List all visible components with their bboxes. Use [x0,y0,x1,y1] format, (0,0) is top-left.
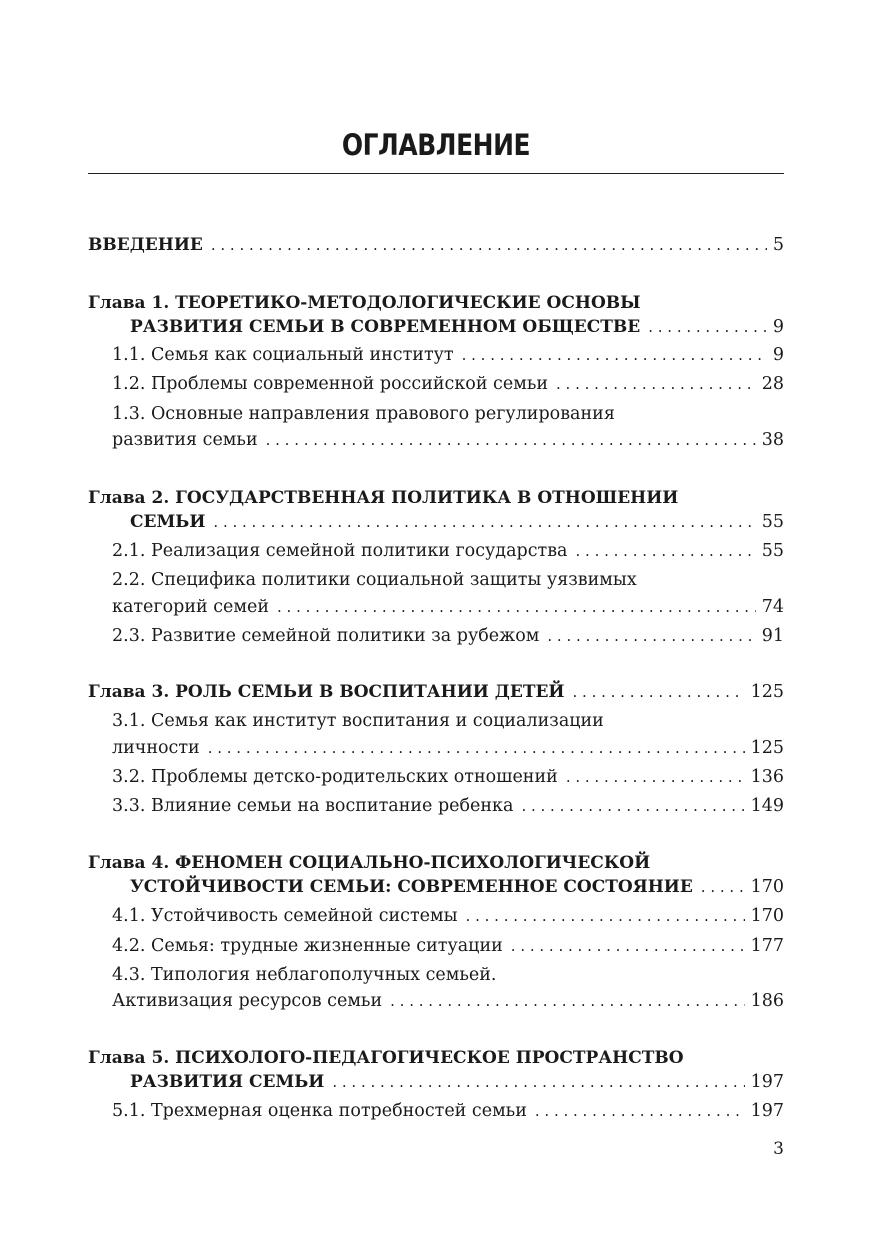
toc-section-2-3[interactable] [112,623,784,649]
toc-section-1-3[interactable] [112,401,784,427]
toc-page-number: 197 [750,1072,784,1092]
toc-chapter-2-cont[interactable] [130,509,784,535]
toc-section-4-1[interactable] [112,903,784,929]
toc-page-number: 38 [761,430,784,450]
toc-section-3-1[interactable] [112,708,784,734]
toc-section-1-2[interactable] [112,371,784,397]
section-title: 5.1. Трехмерная оценка потребностей семьи [112,1101,527,1121]
toc-chapter-3[interactable] [88,679,784,705]
dot-leader [566,764,745,790]
section-title: 4.3. Типология неблагополучных семьей. [112,965,497,985]
section-title: 4.2. Семья: трудные жизненные ситуации [112,936,503,956]
section-title: 3.1. Семья как институт воспитания и социализации [112,711,604,731]
section-title: 2.3. Развитие семейной политики за рубежом [112,626,540,646]
toc-page-number: 28 [761,374,784,394]
toc-section-2-1[interactable] [112,538,784,564]
toc-page-number: 186 [750,991,784,1011]
toc-chapter-5-cont[interactable] [130,1069,784,1095]
toc-page-number: 55 [761,541,784,561]
title-divider [88,173,784,174]
dot-leader [462,342,767,368]
toc-section-5-1[interactable] [112,1098,784,1124]
chapter-heading: Глава 3. РОЛЬ СЕМЬИ В ВОСПИТАНИИ ДЕТЕЙ [88,682,565,702]
section-title: 1.2. Проблемы современной российской семьи [112,374,549,394]
chapter-heading-cont: РАЗВИТИЯ СЕМЬИ В СОВРЕМЕННОМ ОБЩЕСТВЕ [130,317,641,337]
section-title: 1.1. Семья как социальный институт [112,345,454,365]
toc-entry-label: ВВЕДЕНИЕ [88,235,203,255]
dot-leader [576,538,756,564]
section-title-cont: личности [112,738,200,758]
toc-chapter-4-cont[interactable] [130,874,784,900]
dot-leader [390,988,744,1014]
toc-page-number: 197 [750,1101,784,1121]
toc-page-number: 5 [772,235,784,255]
toc-page-number: 125 [750,738,784,758]
chapter-heading: Глава 1. ТЕОРЕТИКО-МЕТОДОЛОГИЧЕСКИЕ ОСНОВЫ [88,293,641,313]
section-title-cont: развития семьи [112,430,258,450]
toc-chapter-1-cont[interactable] [130,314,784,340]
dot-leader [556,371,756,397]
section-title: 1.3. Основные направления правового регулирования [112,404,615,424]
toc-page-number: 91 [761,626,784,646]
section-title: 2.2. Специфика политики социальной защиты уязвимых [112,570,637,590]
toc-page-number: 125 [750,682,784,702]
dot-leader [701,874,745,900]
dot-leader [266,427,756,453]
chapter-heading: Глава 2. ГОСУДАРСТВЕННАЯ ПОЛИТИКА В ОТНОШЕНИИ [88,488,679,508]
toc-page-number: 149 [750,796,784,816]
toc-page-number: 55 [761,512,784,532]
dot-leader [573,679,745,705]
section-title: 3.2. Проблемы детско-родительских отношений [112,767,558,787]
toc-page-number: 136 [750,767,784,787]
dot-leader [535,1098,745,1124]
dot-leader [332,1069,744,1095]
toc-chapter-4[interactable] [88,850,784,876]
toc-section-1-3-cont[interactable] [112,427,784,453]
toc-chapter-1[interactable] [88,290,784,316]
section-title: 2.1. Реализация семейной политики государства [112,541,568,561]
dot-leader [213,509,755,535]
dot-leader [521,793,744,819]
toc-page-number: 9 [772,317,784,337]
section-title-cont: Активизация ресурсов семьи [112,991,383,1011]
section-title: 4.1. Устойчивость семейной системы [112,906,458,926]
toc-section-2-2-cont[interactable] [112,594,784,620]
chapter-heading-cont: РАЗВИТИЯ СЕМЬИ [130,1072,325,1092]
toc-page-number: 177 [750,936,784,956]
toc-section-4-3-cont[interactable] [112,988,784,1014]
dot-leader [547,623,755,649]
page-footer-number: 3 [773,1139,784,1159]
toc-entry-intro[interactable] [88,232,784,258]
toc-page-number: 74 [761,597,784,617]
toc-section-3-3[interactable] [112,793,784,819]
toc-section-3-1-cont[interactable] [112,735,784,761]
toc-chapter-2[interactable] [88,485,784,511]
section-title: 3.3. Влияние семьи на воспитание ребенка [112,796,514,816]
chapter-heading-cont: УСТОЙЧИВОСТИ СЕМЬИ: СОВРЕМЕННОЕ СОСТОЯНИЕ [130,877,693,897]
page-title: ОГЛАВЛЕНИЕ [341,128,531,162]
chapter-heading-cont: СЕМЬИ [130,512,206,532]
dot-leader [648,314,767,340]
toc-section-4-3[interactable] [112,962,784,988]
dot-leader [277,594,756,620]
toc-section-1-1[interactable] [112,342,784,368]
toc-chapter-5[interactable] [88,1045,784,1071]
dot-leader [211,232,767,258]
dot-leader [208,735,745,761]
toc-page-number: 170 [750,906,784,926]
chapter-heading: Глава 5. ПСИХОЛОГО-ПЕДАГОГИЧЕСКОЕ ПРОСТРАНСТВО [88,1048,684,1068]
toc-page-number: 9 [772,345,784,365]
dot-leader [511,933,745,959]
toc-section-3-2[interactable] [112,764,784,790]
dot-leader [466,903,745,929]
section-title-cont: категорий семей [112,597,269,617]
toc-page-number: 170 [750,877,784,897]
toc-section-4-2[interactable] [112,933,784,959]
chapter-heading: Глава 4. ФЕНОМЕН СОЦИАЛЬНО-ПСИХОЛОГИЧЕСКОЙ [88,853,651,873]
toc-section-2-2[interactable] [112,567,784,593]
